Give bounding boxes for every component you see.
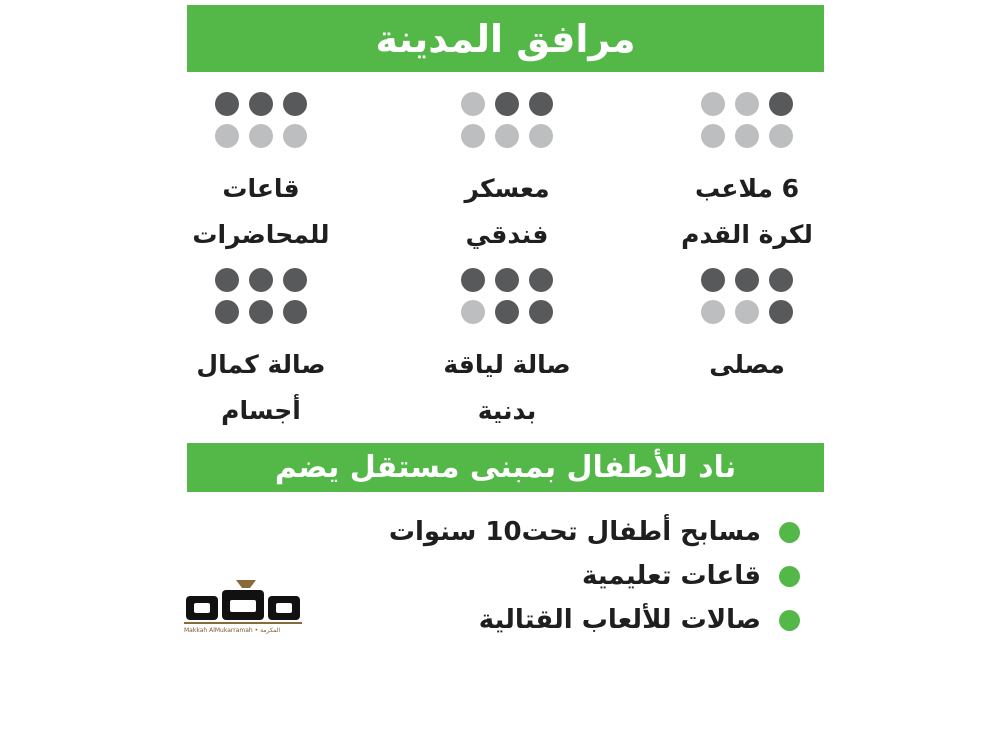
facility-name-line2: لكرة القدم [681,220,813,249]
filled-dot-icon [495,92,519,116]
empty-dot-icon [769,124,793,148]
empty-dot-icon [461,124,485,148]
filled-dot-icon [283,92,307,116]
facility-fitness-hall [397,266,617,434]
facility-name-line2: فندقي [465,220,549,249]
logo-caption: Makkah AlMukarramah • المكرمة [184,627,281,634]
empty-dot-icon [461,300,485,324]
filled-dot-icon [215,268,239,292]
filled-dot-icon [249,300,273,324]
empty-dot-icon [701,124,725,148]
rating-dots [461,90,553,152]
empty-dot-icon [701,92,725,116]
empty-dot-icon [461,92,485,116]
facility-name-line2: بدنية [477,396,537,425]
empty-dot-icon [735,92,759,116]
facility-prayer-room [637,266,857,388]
empty-dot-icon [215,124,239,148]
kids-club-heading: ناد للأطفال بمبنى مستقل يضم [274,450,737,485]
facility-football-fields [637,90,857,258]
filled-dot-icon [249,92,273,116]
empty-dot-icon [735,300,759,324]
list-item: مسابح أطفال تحت10 سنوات [380,510,800,554]
filled-dot-icon [283,300,307,324]
filled-dot-icon [769,300,793,324]
rating-dots [701,90,793,152]
makkah-wordmark-icon [184,576,302,626]
empty-dot-icon [701,300,725,324]
filled-dot-icon [529,268,553,292]
facility-name-line1: صالة كمال [196,350,326,379]
filled-dot-icon [495,268,519,292]
bullet-dot-icon [779,610,800,631]
facility-lecture-halls [151,90,371,258]
list-item: صالات للألعاب القتالية [380,598,800,642]
facility-name-line1: 6 ملاعب [694,174,800,203]
filled-dot-icon [735,268,759,292]
rating-dots [215,90,307,152]
rating-dots [701,266,793,328]
facility-name-line2: للمحاضرات [192,220,330,249]
filled-dot-icon [283,268,307,292]
filled-dot-icon [769,92,793,116]
facility-bodybuilding-hall [151,266,371,434]
kids-club-banner [187,443,824,492]
kids-club-features [380,510,800,642]
bullet-dot-icon [779,566,800,587]
page-title: مرافق المدينة [375,16,636,61]
facility-name-line1: معسكر [464,174,550,203]
filled-dot-icon [215,300,239,324]
filled-dot-icon [495,300,519,324]
bullet-dot-icon [779,522,800,543]
filled-dot-icon [701,268,725,292]
list-item: قاعات تعليمية [380,554,800,598]
empty-dot-icon [529,124,553,148]
filled-dot-icon [529,300,553,324]
facility-name-line1: مصلى [709,350,785,379]
empty-dot-icon [249,124,273,148]
filled-dot-icon [215,92,239,116]
facility-name-line1: قاعات [222,174,300,203]
rating-dots [461,266,553,328]
empty-dot-icon [735,124,759,148]
rating-dots [215,266,307,328]
empty-dot-icon [495,124,519,148]
makkah-logo [184,576,302,636]
facility-name-line2: أجسام [221,396,301,425]
title-banner [187,5,824,72]
facility-hotel-camp [397,90,617,258]
filled-dot-icon [249,268,273,292]
filled-dot-icon [461,268,485,292]
filled-dot-icon [529,92,553,116]
filled-dot-icon [769,268,793,292]
empty-dot-icon [283,124,307,148]
facility-name-line1: صالة لياقة [443,350,571,379]
